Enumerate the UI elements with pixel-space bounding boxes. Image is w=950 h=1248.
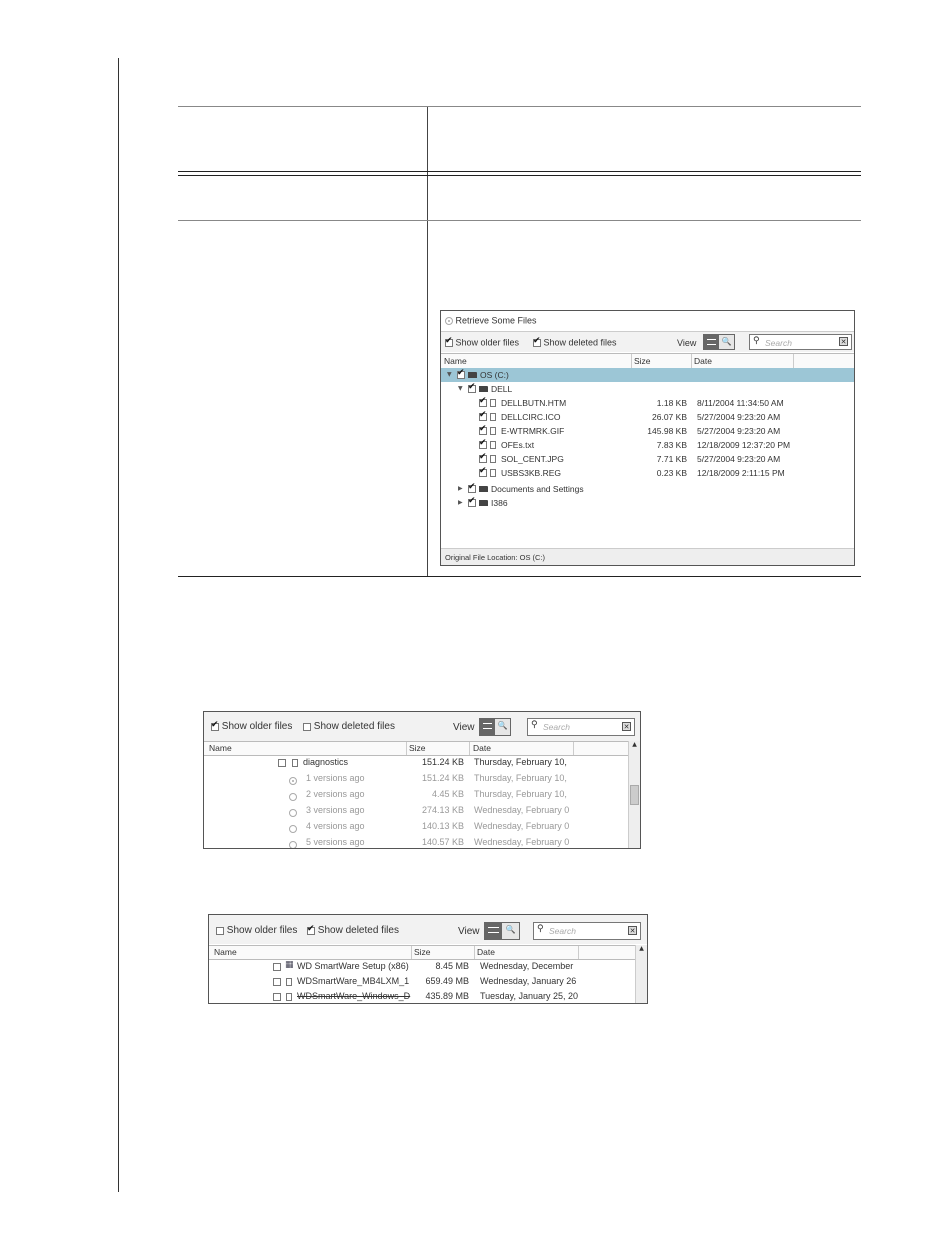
version-row[interactable] xyxy=(204,771,628,787)
row-date: Wednesday, January 26 xyxy=(480,976,577,986)
row-checkbox[interactable] xyxy=(479,469,487,477)
deleted-files-panel xyxy=(208,914,648,1004)
row-name: 3 versions ago xyxy=(306,805,365,815)
show-older-files-toggle[interactable] xyxy=(216,925,297,936)
row-checkbox[interactable] xyxy=(468,485,476,493)
row-date: Tuesday, January 25, 20 xyxy=(480,991,579,1001)
show-deleted-files-toggle[interactable] xyxy=(307,925,399,936)
row-checkbox[interactable] xyxy=(479,413,487,421)
row-size: 1.18 KB xyxy=(656,398,687,408)
row-checkbox[interactable] xyxy=(273,993,281,1001)
file-row[interactable] xyxy=(441,396,854,410)
col-date[interactable]: Date xyxy=(694,356,712,366)
row-checkbox[interactable] xyxy=(479,441,487,449)
clear-search-icon[interactable]: ✕ xyxy=(623,723,630,731)
show-deleted-files-toggle[interactable] xyxy=(303,721,395,732)
search-input[interactable] xyxy=(527,718,635,736)
show-older-files-label: Show older files xyxy=(226,925,298,936)
file-row[interactable] xyxy=(441,466,854,480)
col-size[interactable]: Size xyxy=(634,356,651,366)
view-toggle[interactable] xyxy=(703,334,735,350)
table-rule-top xyxy=(178,106,861,107)
table-rule-bottom xyxy=(178,576,861,577)
view-toggle[interactable] xyxy=(484,922,520,940)
row-name: WD SmartWare Setup (x86) xyxy=(297,961,409,971)
file-icon xyxy=(490,399,496,407)
status-bar xyxy=(441,548,854,565)
show-older-files-checkbox[interactable] xyxy=(211,723,219,731)
col-size[interactable]: Size xyxy=(409,743,426,753)
column-header xyxy=(204,741,640,756)
row-size: 151.24 KB xyxy=(421,773,464,783)
clear-search-icon[interactable]: ✕ xyxy=(629,927,636,935)
file-icon xyxy=(490,455,496,463)
row-checkbox[interactable] xyxy=(479,399,487,407)
scrollbar[interactable] xyxy=(628,741,640,848)
row-date: 5/27/2004 9:23:20 AM xyxy=(697,454,781,464)
row-checkbox[interactable] xyxy=(468,499,476,507)
row-name: OFEs.txt xyxy=(501,440,535,450)
retrieve-some-files-option[interactable] xyxy=(445,315,537,326)
show-older-files-toggle[interactable] xyxy=(445,337,519,348)
row-size: 140.57 KB xyxy=(421,837,464,847)
show-deleted-files-toggle[interactable] xyxy=(533,337,617,348)
row-size: 7.71 KB xyxy=(656,454,687,464)
row-date: Wednesday, February 0 xyxy=(474,821,570,831)
row-size: 659.49 MB xyxy=(425,976,469,986)
older-files-panel xyxy=(203,711,641,849)
column-header xyxy=(209,945,647,960)
expand-icon[interactable]: ▶ xyxy=(458,499,463,506)
row-name: 2 versions ago xyxy=(306,789,365,799)
row-name: WDSmartWare_Windows_D xyxy=(297,991,411,1001)
row-date: 12/18/2009 2:11:15 PM xyxy=(697,468,785,478)
row-checkbox[interactable] xyxy=(273,978,281,986)
search-placeholder: Search xyxy=(543,722,570,732)
file-row[interactable] xyxy=(441,410,854,424)
scroll-up-icon[interactable]: ▲ xyxy=(632,741,637,748)
status-text: Original File Location: OS (C:) xyxy=(445,553,546,562)
margin-rule xyxy=(118,58,119,1192)
file-row[interactable] xyxy=(209,974,635,989)
search-placeholder: Search xyxy=(765,338,792,348)
row-name: OS (C:) xyxy=(480,370,509,380)
row-name: DELL xyxy=(491,384,513,394)
tree-row-i386[interactable] xyxy=(441,496,854,510)
expand-icon[interactable]: ▼ xyxy=(447,371,452,378)
show-deleted-files-checkbox[interactable] xyxy=(307,927,315,935)
file-row[interactable] xyxy=(441,424,854,438)
row-size: 435.89 MB xyxy=(425,991,469,1001)
version-row[interactable] xyxy=(204,835,628,849)
expand-icon[interactable]: ▼ xyxy=(458,385,463,392)
tree-row-dell[interactable] xyxy=(441,382,854,396)
version-radio[interactable] xyxy=(289,793,297,801)
tree-row-os[interactable] xyxy=(441,368,854,382)
row-date: 8/11/2004 11:34:50 AM xyxy=(697,398,784,408)
version-row[interactable] xyxy=(204,787,628,803)
version-radio[interactable] xyxy=(289,825,297,833)
version-row[interactable] xyxy=(204,819,628,835)
table-rule xyxy=(178,175,861,176)
row-date: Wednesday, December xyxy=(480,961,574,971)
folder-icon xyxy=(479,500,488,506)
list-view-icon[interactable] xyxy=(704,335,719,349)
row-checkbox[interactable] xyxy=(468,385,476,393)
row-name: SOL_CENT.JPG xyxy=(501,454,564,464)
version-radio[interactable] xyxy=(289,809,297,817)
row-date: Thursday, February 10, xyxy=(474,773,567,783)
view-label: View xyxy=(677,338,697,348)
scroll-up-icon[interactable]: ▲ xyxy=(639,945,644,952)
version-row[interactable] xyxy=(204,803,628,819)
row-checkbox[interactable] xyxy=(479,427,487,435)
row-size: 0.23 KB xyxy=(656,468,687,478)
file-icon xyxy=(292,759,298,767)
row-checkbox[interactable] xyxy=(479,455,487,463)
col-size[interactable]: Size xyxy=(414,947,431,957)
search-placeholder: Search xyxy=(549,926,576,936)
row-date: 5/27/2004 9:23:20 AM xyxy=(697,426,781,436)
scroll-thumb[interactable] xyxy=(630,785,639,805)
show-older-files-label: Show older files xyxy=(221,721,293,732)
list-view-icon[interactable] xyxy=(480,719,495,735)
row-date: 5/27/2004 9:23:20 AM xyxy=(697,412,781,422)
file-icon xyxy=(490,469,496,477)
folder-icon xyxy=(479,386,488,392)
row-name: Documents and Settings xyxy=(491,484,584,494)
expand-icon[interactable]: ▶ xyxy=(458,485,463,492)
show-older-files-label: Show older files xyxy=(455,337,520,348)
row-name: diagnostics xyxy=(303,757,349,767)
version-radio[interactable] xyxy=(289,841,297,849)
search-icon: ⚲ xyxy=(537,924,544,934)
view-label: View xyxy=(458,926,480,937)
row-name: WDSmartWare_MB4LXM_1 xyxy=(297,976,410,986)
show-deleted-files-label: Show deleted files xyxy=(313,721,395,732)
retrieve-files-panel xyxy=(440,310,855,566)
show-deleted-files-checkbox[interactable] xyxy=(303,723,311,731)
col-name[interactable]: Name xyxy=(214,947,237,957)
row-size: 151.24 KB xyxy=(421,757,464,767)
tree-row-documents[interactable] xyxy=(441,482,854,496)
file-row[interactable] xyxy=(209,989,635,1004)
col-date[interactable]: Date xyxy=(477,947,495,957)
file-row[interactable] xyxy=(441,438,854,452)
search-input[interactable] xyxy=(749,334,852,350)
row-size: 7.83 KB xyxy=(656,440,687,450)
column-header xyxy=(441,353,854,369)
file-icon xyxy=(286,993,292,1001)
show-older-files-checkbox[interactable] xyxy=(445,339,453,347)
col-date[interactable]: Date xyxy=(473,743,491,753)
folder-icon xyxy=(468,372,477,378)
row-size: 274.13 KB xyxy=(421,805,464,815)
clear-search-icon[interactable]: ✕ xyxy=(840,338,847,346)
col-name[interactable]: Name xyxy=(444,356,467,366)
search-input[interactable] xyxy=(533,922,641,940)
row-size: 140.13 KB xyxy=(421,821,464,831)
row-date: Wednesday, February 0 xyxy=(474,837,570,847)
retrieve-some-files-radio[interactable] xyxy=(445,317,453,325)
search-view-icon[interactable]: 🔍 xyxy=(505,925,516,934)
show-deleted-files-label: Show deleted files xyxy=(543,337,617,348)
row-name: 5 versions ago xyxy=(306,837,365,847)
show-deleted-files-label: Show deleted files xyxy=(317,925,399,936)
file-row[interactable] xyxy=(441,452,854,466)
file-icon xyxy=(286,978,292,986)
row-size: 4.45 KB xyxy=(431,789,464,799)
search-view-icon[interactable]: 🔍 xyxy=(721,337,732,346)
file-icon xyxy=(490,441,496,449)
row-size: 26.07 KB xyxy=(652,412,687,422)
row-date: Thursday, February 10, xyxy=(474,757,567,767)
row-checkbox[interactable] xyxy=(457,371,465,379)
show-deleted-files-checkbox[interactable] xyxy=(533,339,541,347)
search-view-icon[interactable]: 🔍 xyxy=(497,721,508,730)
row-checkbox[interactable] xyxy=(273,963,281,971)
retrieve-some-files-label: Retrieve Some Files xyxy=(455,315,537,326)
scrollbar[interactable] xyxy=(635,945,647,1003)
table-rule xyxy=(178,171,861,172)
row-size: 8.45 MB xyxy=(435,961,469,971)
row-name: 4 versions ago xyxy=(306,821,365,831)
version-radio[interactable] xyxy=(289,777,297,785)
row-checkbox[interactable] xyxy=(278,759,286,767)
file-row[interactable] xyxy=(204,755,628,771)
row-name: E-WTRMRK.GIF xyxy=(501,426,565,436)
row-name: USBS3KB.REG xyxy=(501,468,561,478)
file-row[interactable] xyxy=(209,959,635,974)
row-name: DELLBUTN.HTM xyxy=(501,398,567,408)
setup-icon: ▦ xyxy=(285,960,294,970)
table-rule xyxy=(178,220,861,221)
folder-icon xyxy=(479,486,488,492)
file-icon xyxy=(490,413,496,421)
search-icon: ⚲ xyxy=(531,720,538,730)
row-size: 145.98 KB xyxy=(647,426,687,436)
view-toggle[interactable] xyxy=(479,718,511,736)
show-older-files-checkbox[interactable] xyxy=(216,927,224,935)
row-date: Thursday, February 10, xyxy=(474,789,567,799)
search-icon: ⚲ xyxy=(753,336,760,346)
view-label: View xyxy=(453,722,475,733)
row-date: 12/18/2009 12:37:20 PM xyxy=(697,440,791,450)
show-older-files-toggle[interactable] xyxy=(211,721,292,732)
row-name: I386 xyxy=(491,498,508,508)
row-name: 1 versions ago xyxy=(306,773,365,783)
file-icon xyxy=(490,427,496,435)
list-view-icon[interactable] xyxy=(485,923,502,939)
row-name: DELLCIRC.ICO xyxy=(501,412,561,422)
table-column-divider xyxy=(427,106,428,577)
col-name[interactable]: Name xyxy=(209,743,232,753)
row-date: Wednesday, February 0 xyxy=(474,805,570,815)
